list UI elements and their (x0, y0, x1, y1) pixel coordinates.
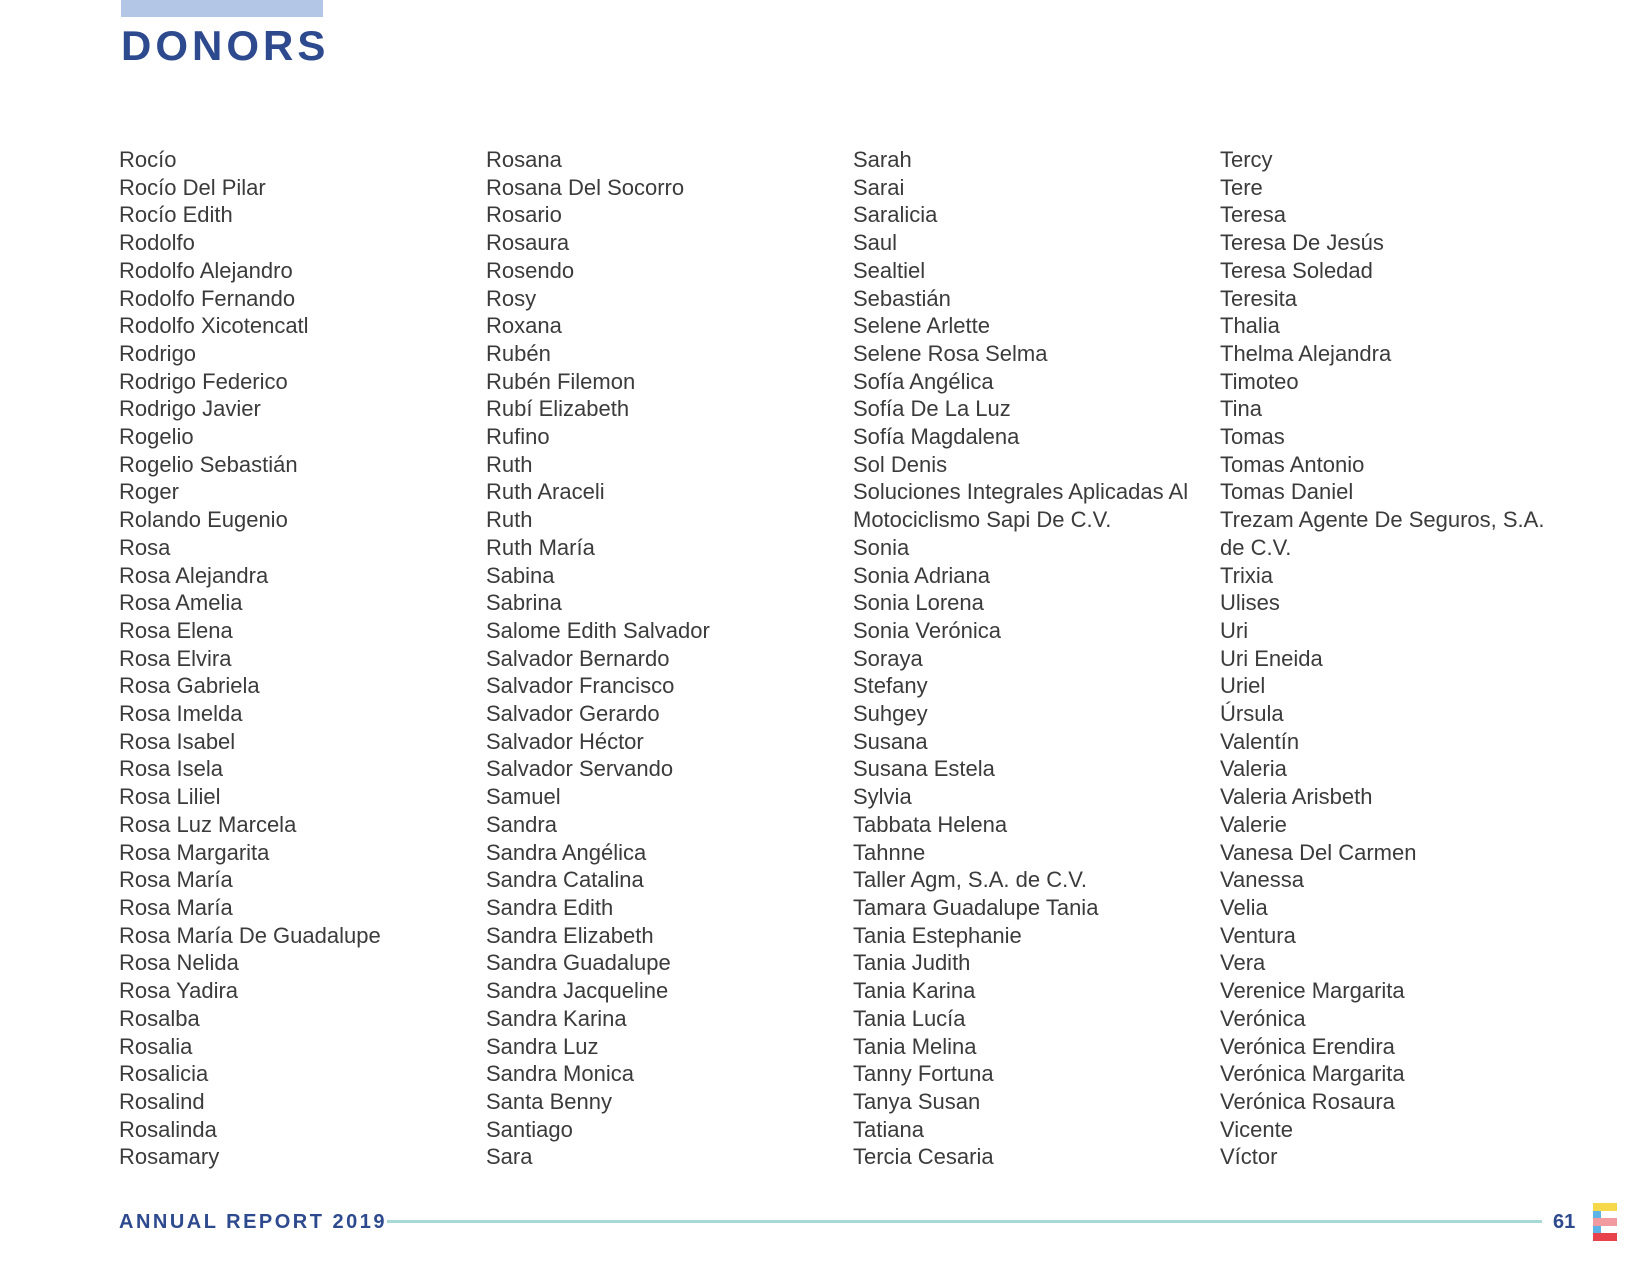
donor-name: Rubí Elizabeth (486, 396, 630, 422)
donor-name: Tatiana (853, 1116, 924, 1142)
donor-name: Rosalind (119, 1088, 205, 1114)
donor-name: Sarah (853, 147, 912, 172)
donor-name: Rosa María (119, 894, 233, 920)
donor-name: Sandra Catalina (486, 867, 644, 893)
donor-name: Valerie (1220, 811, 1287, 837)
donor-name: Rubén Filemon (486, 368, 636, 394)
donor-name: Rosa Alejandra (119, 562, 269, 588)
donor-name: Sandra (486, 811, 557, 837)
donor-name: Sylvia (853, 784, 912, 810)
donor-name: Rosa Imelda (119, 701, 243, 727)
donor-name: Sofía Angélica (853, 368, 994, 394)
donor-name: Vera (1220, 950, 1266, 976)
donor-name: Rosalicia (119, 1061, 209, 1087)
donor-name: Sealtiel (853, 257, 926, 283)
donor-name: Rogelio (119, 424, 194, 450)
donor-name: Rosa María (119, 867, 233, 893)
donor-name: Ruth (486, 507, 533, 533)
donor-name: Rosa Gabriela (119, 673, 260, 699)
donor-name: Tanya Susan (853, 1088, 981, 1114)
donor-name: Ruth María (486, 534, 595, 560)
donor-name: Rosa Nelida (119, 950, 239, 976)
donor-name: Tamara Guadalupe Tania (853, 894, 1099, 920)
donor-name: Sandra Elizabeth (486, 922, 654, 948)
donor-name: Soluciones Integrales Aplicadas Al (853, 479, 1189, 505)
donor-name: Soraya (853, 645, 923, 671)
donor-name: Salvador Héctor (486, 728, 644, 754)
donor-name: Vicente (1220, 1116, 1293, 1142)
donor-name: Teresita (1220, 285, 1298, 311)
donor-name: Tercy (1220, 147, 1273, 172)
donor-name: Ruth Araceli (486, 479, 605, 505)
donor-name: Rolando Eugenio (119, 507, 288, 533)
page-title: DONORS (121, 22, 330, 69)
donor-name: Verónica Margarita (1220, 1061, 1405, 1087)
donor-name: Valentín (1220, 728, 1300, 754)
donor-name: Selene Rosa Selma (853, 340, 1048, 366)
donor-name: Roger (119, 479, 179, 505)
donor-name: Tania Lucía (853, 1005, 966, 1031)
donor-name: Sonia (853, 534, 910, 560)
donor-name: Rosa (119, 534, 171, 560)
donor-name: Rosa Yadira (119, 978, 239, 1004)
donor-name: Trixia (1220, 562, 1273, 588)
donor-name: Santiago (486, 1116, 573, 1142)
donor-name: Rosa Isabel (119, 728, 236, 754)
donor-name: Ruth (486, 451, 533, 477)
donor-name: Verónica (1220, 1005, 1306, 1031)
donor-name: Rubén (486, 340, 551, 366)
donor-name: Verónica Rosaura (1220, 1088, 1395, 1114)
donor-name: Tania Melina (853, 1033, 977, 1059)
donor-name: Teresa Soledad (1220, 257, 1373, 283)
donor-name: Rosa Luz Marcela (119, 811, 297, 837)
donor-name: Sabrina (486, 590, 562, 616)
donor-name: Roxana (486, 313, 562, 339)
donor-name: Samuel (486, 784, 561, 810)
donor-column-4 (1220, 146, 1580, 1171)
donor-name: de C.V. (1220, 534, 1292, 560)
donor-name: Sonia Lorena (853, 590, 984, 616)
donor-name: Rufino (486, 424, 550, 450)
donor-name: Teresa (1220, 202, 1287, 228)
donor-name: Sandra Luz (486, 1033, 599, 1059)
donor-name: Salvador Servando (486, 756, 674, 782)
donor-name: Víctor (1220, 1144, 1278, 1170)
donor-name: Valeria Arisbeth (1220, 784, 1373, 810)
donor-name: Rodrigo Javier (119, 396, 261, 422)
donor-column-1 (119, 146, 479, 1171)
donor-name: Vanesa Del Carmen (1220, 839, 1417, 865)
donor-name: Rosa Margarita (119, 839, 270, 865)
donor-name: Rosaura (486, 230, 570, 256)
donor-column-3 (853, 146, 1213, 1171)
donor-name: Uriel (1220, 673, 1266, 699)
donor-name: Rosa María De Guadalupe (119, 922, 381, 948)
donor-name: Thalia (1220, 313, 1280, 339)
donor-name: Vanessa (1220, 867, 1304, 893)
donor-name: Uri (1220, 617, 1249, 643)
donor-name: Thelma Alejandra (1220, 340, 1392, 366)
donor-name: Rosa Elvira (119, 645, 232, 671)
donor-name: Rosario (486, 202, 562, 228)
donor-name: Tania Judith (853, 950, 971, 976)
donor-name: Tanny Fortuna (853, 1061, 994, 1087)
donor-name: Rodolfo Xicotencatl (119, 313, 309, 339)
donor-name: Rosa Liliel (119, 784, 221, 810)
donor-name: Tania Karina (853, 978, 976, 1004)
donor-name: Rosalia (119, 1033, 193, 1059)
donor-name: Sara (486, 1144, 533, 1170)
donor-name: Suhgey (853, 701, 928, 727)
donor-name: Salome Edith Salvador (486, 617, 710, 643)
donor-name: Verónica Erendira (1220, 1033, 1395, 1059)
donor-name: Ventura (1220, 922, 1296, 948)
donor-name: Rosa Amelia (119, 590, 243, 616)
footer-divider (387, 1220, 1542, 1223)
donor-name: Sol Denis (853, 451, 948, 477)
donor-name: Uri Eneida (1220, 645, 1323, 671)
donor-name: Rosana (486, 147, 562, 172)
donor-name: Sofía De La Luz (853, 396, 1011, 422)
donor-name: Sarai (853, 174, 905, 200)
donor-name: Tania Estephanie (853, 922, 1022, 948)
donor-name: Rosamary (119, 1144, 220, 1170)
donor-name: Ulises (1220, 590, 1280, 616)
donor-name: Sebastián (853, 285, 951, 311)
donor-name: Saralicia (853, 202, 938, 228)
donor-name: Tercia Cesaria (853, 1144, 994, 1170)
donor-name: Rosendo (486, 257, 575, 283)
donor-name: Sofía Magdalena (853, 424, 1020, 450)
donor-name: Úrsula (1220, 701, 1284, 727)
donor-name: Rocío (119, 147, 177, 172)
donor-name: Rodolfo (119, 230, 195, 256)
donor-name: Sandra Monica (486, 1061, 634, 1087)
donor-name: Tomas Daniel (1220, 479, 1354, 505)
donor-name: Salvador Bernardo (486, 645, 670, 671)
donor-name: Rosana Del Socorro (486, 174, 685, 200)
donor-name: Rodrigo Federico (119, 368, 288, 394)
donor-name: Rosa Elena (119, 617, 233, 643)
donor-name: Rodrigo (119, 340, 197, 366)
donor-name: Timoteo (1220, 368, 1299, 394)
donor-name: Rosy (486, 285, 537, 311)
donor-name: Susana (853, 728, 928, 754)
donor-name: Santa Benny (486, 1088, 612, 1114)
donor-name: Stefany (853, 673, 928, 699)
donor-name: Sonia Verónica (853, 617, 1001, 643)
donor-name: Rosalba (119, 1005, 200, 1031)
donor-name: Rogelio Sebastián (119, 451, 298, 477)
donor-name: Rosa Isela (119, 756, 223, 782)
donor-name: Selene Arlette (853, 313, 990, 339)
donor-name: Sabina (486, 562, 555, 588)
donor-name: Salvador Francisco (486, 673, 675, 699)
donor-name: Trezam Agente De Seguros, S.A. (1220, 507, 1545, 533)
donor-name: Saul (853, 230, 898, 256)
donor-name: Rocío Edith (119, 202, 233, 228)
donor-name: Sandra Karina (486, 1005, 627, 1031)
donor-name: Tomas Antonio (1220, 451, 1365, 477)
donor-name: Tahnne (853, 839, 926, 865)
donor-name: Sonia Adriana (853, 562, 990, 588)
donor-name: Sandra Guadalupe (486, 950, 671, 976)
donor-name: Velia (1220, 894, 1268, 920)
page-number: 61 (1553, 1211, 1576, 1233)
donor-name: Valeria (1220, 756, 1287, 782)
donor-name: Rodolfo Alejandro (119, 257, 293, 283)
donor-name: Rodolfo Fernando (119, 285, 296, 311)
donor-name: Susana Estela (853, 756, 995, 782)
donor-name: Sandra Edith (486, 894, 614, 920)
donor-name: Teresa De Jesús (1220, 230, 1384, 256)
donor-column-2 (486, 146, 846, 1171)
donor-name: Tere (1220, 174, 1263, 200)
title-accent-bar (121, 0, 323, 17)
footer-report-label: ANNUAL REPORT 2019 (119, 1211, 388, 1233)
donor-name: Motociclismo Sapi De C.V. (853, 507, 1112, 533)
donor-name: Tomas (1220, 424, 1285, 450)
donor-name: Verenice Margarita (1220, 978, 1405, 1004)
donor-name: Salvador Gerardo (486, 701, 660, 727)
donor-name: Rosalinda (119, 1116, 217, 1142)
donor-name: Sandra Jacqueline (486, 978, 669, 1004)
donor-name: Sandra Angélica (486, 839, 647, 865)
donor-name: Tabbata Helena (853, 811, 1008, 837)
brand-logo-icon (1593, 1203, 1617, 1241)
donor-name: Tina (1220, 396, 1262, 422)
donor-name: Rocío Del Pilar (119, 174, 266, 200)
donor-name: Taller Agm, S.A. de C.V. (853, 867, 1087, 893)
